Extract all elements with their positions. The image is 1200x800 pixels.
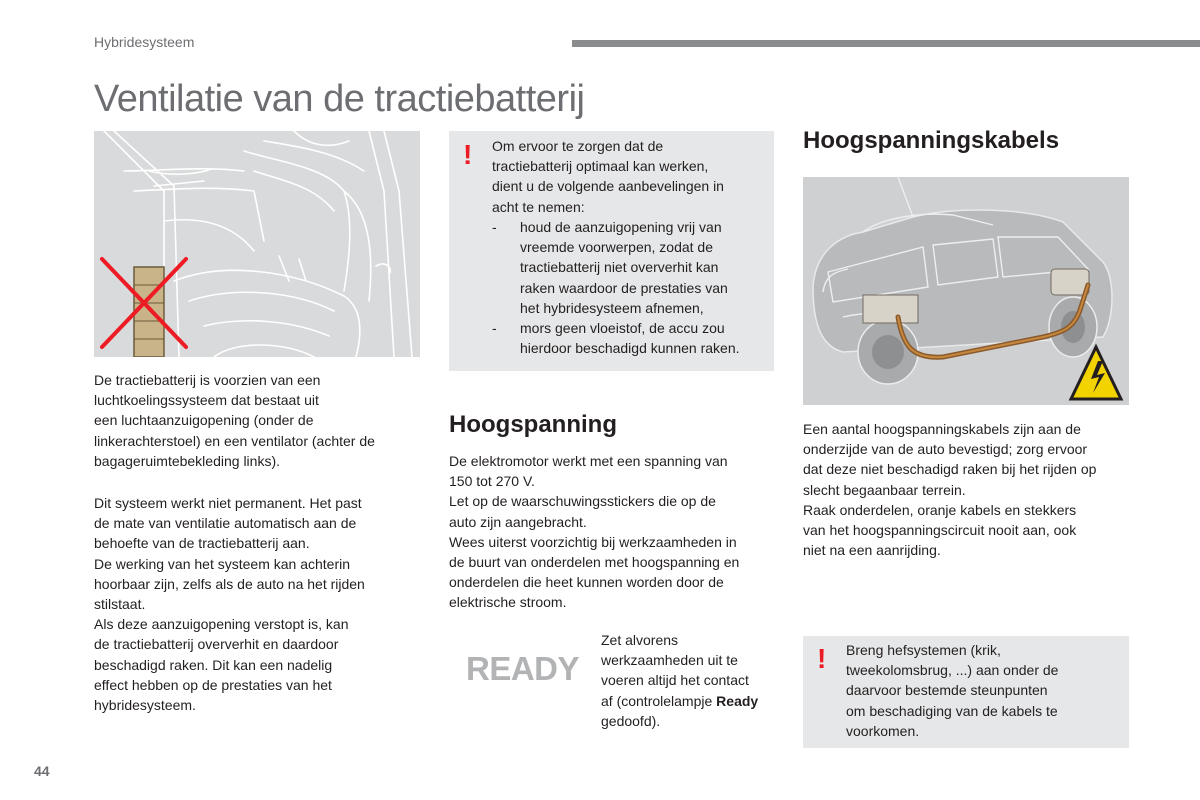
ready-indicator-logo: READY	[466, 650, 580, 687]
car-cables-illustration	[803, 177, 1129, 405]
lifting-warning-text: Breng hefsystemen (krik, tweekolomsbrug, ...) aan onder de daarvoor bestemde steunpunten om beschadiging van de kabels te voorkomen.	[846, 642, 1059, 739]
warning-intro: Om ervoor te zorgen dat de tractiebatterij optimaal kan werken, dient u de volgende aanbevelingen in acht te nemen:	[492, 138, 724, 215]
cables-description: Een aantal hoogspanningskabels zijn aan de onderzijde van de auto bevestigd; zorg ervoor dat deze niet beschadigd raken bij het rijden op slecht begaanbaar terrein. Raak onderdelen, oranje kabels en stekkers van het hoogspanningscircuit nooit aan, ook niet na een aanrijding.	[803, 421, 1097, 559]
warning-item-text: houd de aanzuigopening vrij van vreemde voorwerpen, zodat de tractiebatterij niet oververhit kan raken waardoor de prestaties van het hybridesysteem afnemen,	[520, 219, 728, 316]
ventilation-operation-text: Dit systeem werkt niet permanent. Het past de mate van ventilatie automatisch aan de behoefte van de tractiebatterij aan. De werking van het systeem kan achterin hoorbaar zijn, zelfs als de auto na het rijden stilstaat. Als deze aanzuigopening verstopt is, kan de tractiebatterij oververhit en daardoor beschadigd raken. Dit kan een nadelig effect hebben op de prestaties van het hybridesysteem.	[94, 495, 365, 714]
rear-seat-illustration	[94, 131, 420, 357]
lifting-warning-box	[803, 636, 1129, 748]
car-underbody-drawing	[803, 177, 1129, 405]
ready-note-bold: Ready	[716, 692, 759, 709]
high-voltage-heading: Hoogspanning	[449, 411, 617, 438]
cables-heading: Hoogspanningskabels	[803, 127, 1060, 154]
page-title: Ventilatie van de tractiebatterij	[94, 78, 585, 120]
warning-item-text: mors geen vloeistof, de accu zou hierdoor beschadigd kunnen raken.	[520, 320, 740, 357]
ventilation-description: De tractiebatterij is voorzien van een luchtkoelingssysteem dat bestaat uit een luchtaanzuigopening (onder de linkerachterstoel) en een ventilator (achter de bagageruimtebekleding links).	[94, 372, 375, 469]
rear-seat-drawing	[94, 131, 420, 357]
high-voltage-text: De elektromotor werkt met een spanning van 150 tot 270 V. Let op de waarschuwingsstickers die op de auto zijn aangebracht. Wees uiterst voorzichtig bij werkzaamheden in de buurt van onderdelen met hoogspanning en onderdelen die heet kunnen worden door de elektrische stroom.	[449, 453, 740, 611]
ready-note	[601, 630, 786, 731]
header-bar	[572, 40, 1200, 47]
warning-exclamation-icon: !	[463, 139, 473, 170]
warning-list	[492, 217, 772, 358]
section-label: Hybridesysteem	[94, 34, 195, 50]
list-dash: -	[492, 219, 497, 235]
ready-note-end: gedoofd).	[601, 712, 661, 729]
list-dash: -	[492, 320, 497, 337]
battery-warning-box	[449, 131, 774, 371]
warning-list-item	[492, 318, 772, 358]
warning-list-item	[492, 217, 772, 318]
warning-exclamation-icon: !	[817, 643, 827, 674]
page-number: 44	[34, 763, 50, 779]
ready-note-text: Zet alvorens werkzaamheden uit te voeren altijd het contact af (controlelampje	[601, 632, 749, 709]
